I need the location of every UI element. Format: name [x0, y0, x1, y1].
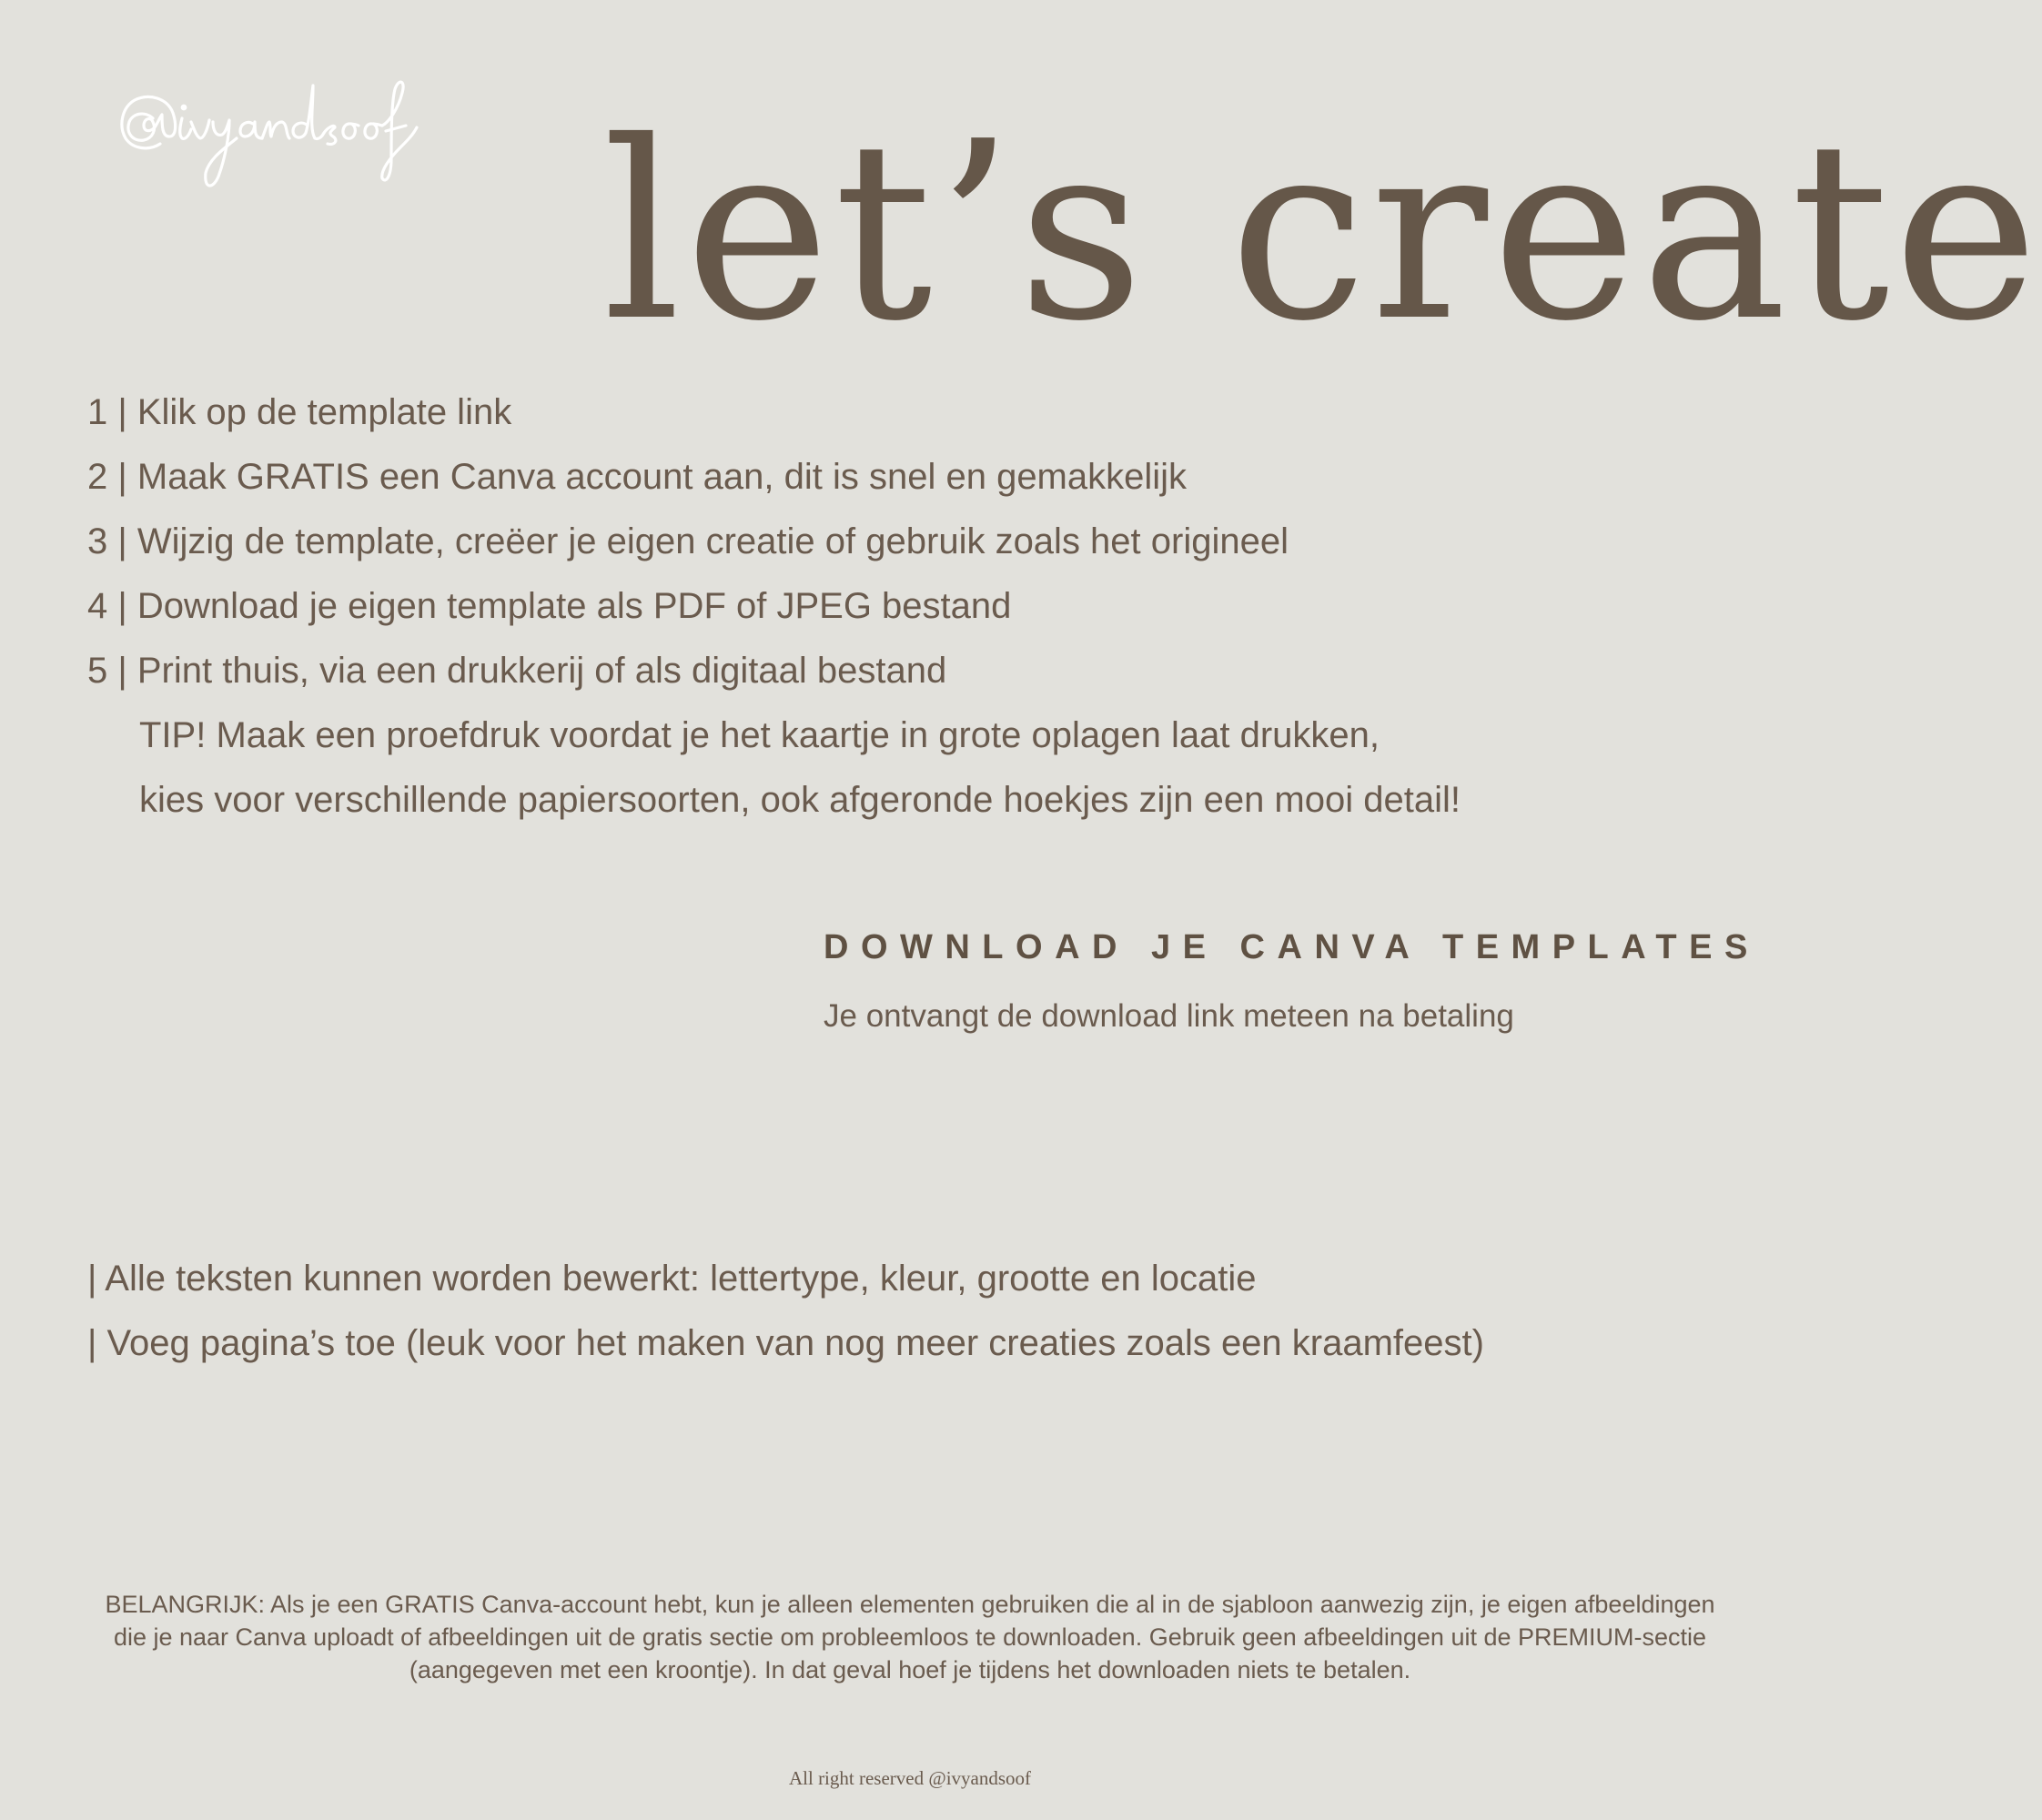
- handwritten-logo-signature: [116, 71, 462, 189]
- step-number: 3: [87, 521, 108, 561]
- tip-line-1: TIP! Maak een proefdruk voordat je het kaartje in grote oplagen laat drukken,: [139, 715, 1380, 755]
- copyright-footer: All right reserved @ivyandsoof: [788, 1767, 1032, 1789]
- step-text: | Klik op de template link: [107, 392, 512, 432]
- step-text: | Download je eigen template als PDF of JPEG bestand: [107, 586, 1012, 626]
- step-item-1: [87, 380, 1744, 445]
- step-text: | Maak GRATIS een Canva account aan, dit is snel en gemakkelijk: [107, 457, 1188, 497]
- step-text: | Print thuis, via een drukkerij of als digitaal bestand: [107, 651, 947, 691]
- download-subtitle: Je ontvangt de download link meteen na betaling: [824, 998, 1514, 1034]
- step-number: 5: [87, 651, 108, 691]
- handwritten-logo: [116, 71, 462, 189]
- note-item-2: | Voeg pagina’s toe (leuk voor het maken van nog meer creaties zoals een kraamfeest): [87, 1323, 1484, 1363]
- notes-list: [87, 1247, 1744, 1376]
- important-notice: BELANGRIJK: Als je een GRATIS Canva-account hebt, kun je alleen elementen gebruiken die al in de sjabloon aanwezig zijn, je eigen afbeeldingen die je naar Canva uploadt of afbeeldingen uit de gratis sectie om probleemloos te downloaden. Gebruik geen afbeeldingen uit de PREMIUM-sectie (aangegeven met een kroontje). In dat geval hoef je tijdens het downloaden niets te betalen.: [105, 1591, 1715, 1684]
- step-item-2: [87, 445, 1744, 510]
- steps-list: [87, 380, 1744, 833]
- step-item-5: [87, 639, 1744, 703]
- step-item-3: [87, 510, 1744, 574]
- step-number: 4: [87, 586, 108, 626]
- step-number: 1: [87, 392, 108, 432]
- download-callout: [824, 928, 1779, 1035]
- step-text: | Wijzig de template, creëer je eigen creatie of gebruik zoals het origineel: [107, 521, 1289, 561]
- download-heading: DOWNLOAD JE CANVA TEMPLATES: [824, 928, 1760, 966]
- tip-line-2: kies voor verschillende papiersoorten, ook afgeronde hoekjes zijn een mooi detail!: [139, 780, 1461, 820]
- step-number: 2: [87, 457, 108, 497]
- step-item-4: [87, 574, 1744, 639]
- hero-title: let’s create: [602, 88, 2042, 375]
- note-item-1: | Alle teksten kunnen worden bewerkt: lettertype, kleur, grootte en locatie: [87, 1259, 1257, 1299]
